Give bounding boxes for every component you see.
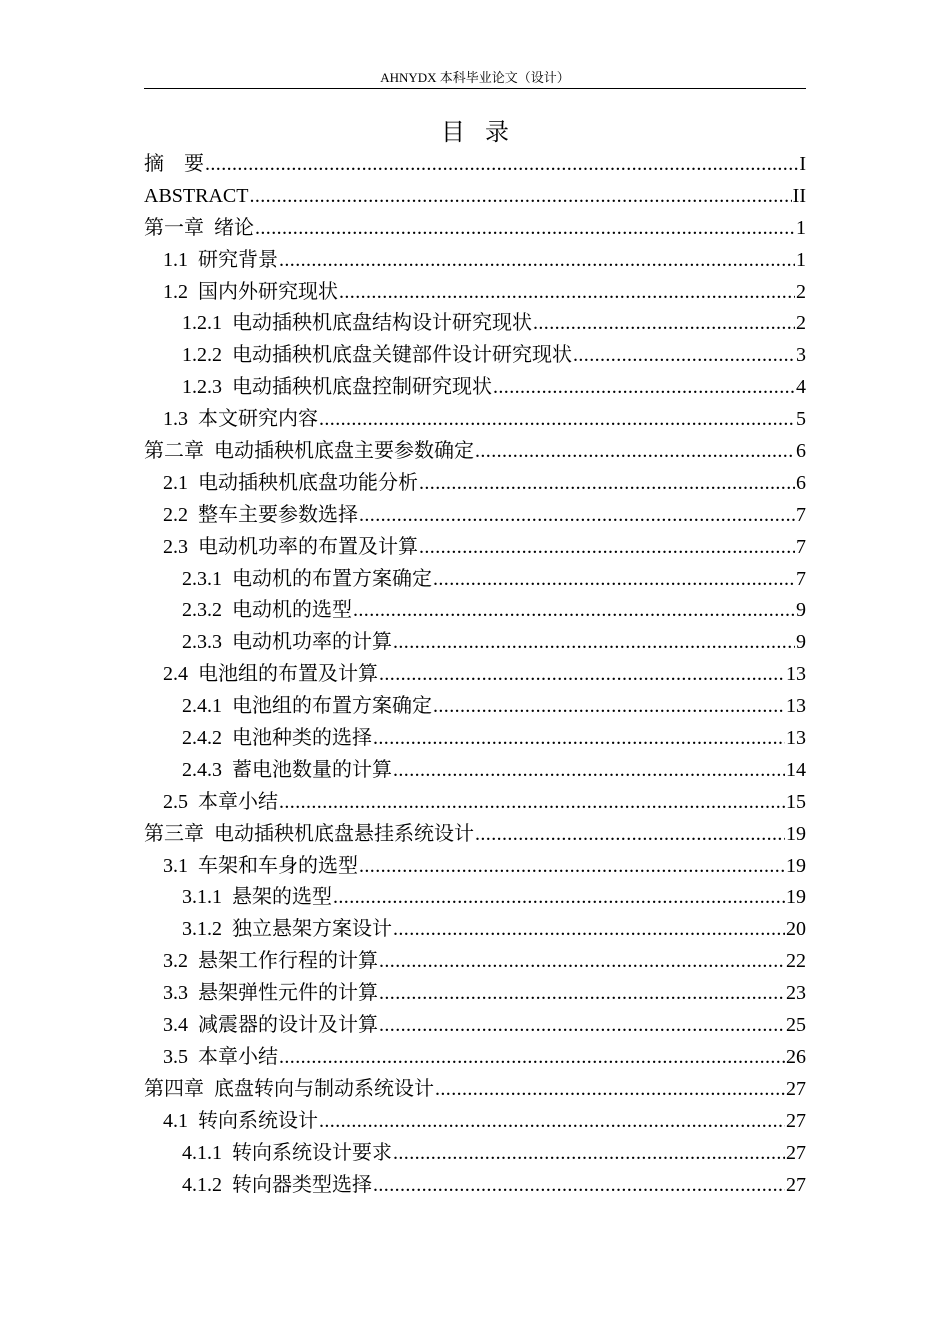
toc-entry-number: 2.3 xyxy=(163,535,188,558)
toc-page-number: II xyxy=(792,184,806,207)
toc-entry-label xyxy=(163,277,338,309)
toc-page-number: 22 xyxy=(786,950,806,973)
toc-dot-leader xyxy=(379,1010,785,1042)
toc-entry-number: 1.2.2 xyxy=(182,344,222,367)
toc-entry-label xyxy=(163,978,378,1010)
toc-entry-text: 转向器类型选择 xyxy=(232,1173,372,1196)
toc-entry[interactable] xyxy=(144,277,806,309)
toc-entry-label xyxy=(163,532,418,564)
toc-entry-label xyxy=(163,946,378,978)
page-header: AHNYDX 本科毕业论文（设计） xyxy=(380,70,570,85)
toc-entry[interactable] xyxy=(144,308,806,340)
toc-dot-leader xyxy=(359,851,785,883)
toc-entry-number: 2.3.2 xyxy=(182,599,222,622)
toc-page-number: 13 xyxy=(786,663,806,686)
toc-page-number: 26 xyxy=(786,1045,806,1068)
toc-entry[interactable] xyxy=(144,1170,806,1202)
toc-entry-label xyxy=(144,149,204,181)
toc-dot-leader xyxy=(379,946,785,978)
toc-entry-text: 本章小结 xyxy=(198,790,278,813)
toc-entry[interactable] xyxy=(144,595,806,627)
toc-entry[interactable] xyxy=(144,532,806,564)
toc-entry-label xyxy=(182,340,572,372)
toc-page-number: 25 xyxy=(786,1014,806,1037)
toc-entry-text: 电动插秧机底盘主要参数确定 xyxy=(214,440,474,463)
toc-entry-text: 本文研究内容 xyxy=(198,408,318,431)
toc-entry-label xyxy=(163,245,278,277)
toc-entry-number: 2.2 xyxy=(163,503,188,526)
toc-entry-number: 2.5 xyxy=(163,790,188,813)
toc-entry-text: 电动插秧机底盘功能分析 xyxy=(198,471,418,494)
toc-entry-text: 电池组的布置及计算 xyxy=(198,663,378,686)
toc-entry-label xyxy=(163,851,358,883)
toc-page-number: 27 xyxy=(786,1077,806,1100)
toc-dot-leader xyxy=(475,436,795,468)
toc-entry[interactable] xyxy=(144,1106,806,1138)
toc-entry-number: 3.5 xyxy=(163,1045,188,1068)
toc-entry-label xyxy=(182,914,392,946)
toc-page-number: 19 xyxy=(786,854,806,877)
toc-entry[interactable] xyxy=(144,755,806,787)
toc-page-number: 9 xyxy=(796,599,806,622)
toc-dot-leader xyxy=(475,819,785,851)
toc-entry-number: 4.1.1 xyxy=(182,1141,222,1164)
toc-entry-text: 蓄电池数量的计算 xyxy=(232,758,392,781)
toc-entry-text: 电动机的选型 xyxy=(232,599,352,622)
toc-entry-number: 2.4.1 xyxy=(182,695,222,718)
toc-page-number: 19 xyxy=(786,822,806,845)
toc-dot-leader xyxy=(493,372,795,404)
toc-dot-leader xyxy=(433,691,785,723)
toc-page-number: 7 xyxy=(796,503,806,526)
toc-page-number: 15 xyxy=(786,790,806,813)
toc-entry-label xyxy=(163,500,358,532)
toc-entry-label xyxy=(144,436,474,468)
toc-entry-text: ABSTRACT xyxy=(144,184,249,207)
toc-page-number: 2 xyxy=(796,280,806,303)
toc-entry-text: 整车主要参数选择 xyxy=(198,503,358,526)
toc-page-number: 5 xyxy=(796,408,806,431)
toc-entry-number: 1.2 xyxy=(163,280,188,303)
toc-dot-leader xyxy=(393,755,785,787)
toc-dot-leader xyxy=(249,181,791,213)
toc-page-number: I xyxy=(799,153,806,175)
toc-dot-leader xyxy=(379,659,785,691)
toc-dot-leader xyxy=(279,245,795,277)
toc-entry-label xyxy=(182,564,432,596)
toc-page-number: 27 xyxy=(786,1109,806,1132)
toc-title: 目录 xyxy=(441,120,529,146)
toc-entry-number: 2.3.1 xyxy=(182,567,222,590)
toc-page-number: 1 xyxy=(796,248,806,271)
toc-dot-leader xyxy=(573,340,795,372)
toc-entry-number: 1.2.3 xyxy=(182,376,222,399)
toc-entry-label xyxy=(182,1170,372,1202)
toc-entry-text: 国内外研究现状 xyxy=(198,280,338,303)
toc-entry-label xyxy=(144,213,254,245)
toc-entry-text: 研究背景 xyxy=(198,248,278,271)
toc-entry[interactable] xyxy=(144,372,806,404)
toc-dot-leader xyxy=(319,1106,785,1138)
toc-dot-leader xyxy=(435,1074,785,1106)
toc-entry[interactable] xyxy=(144,627,806,659)
toc-entry[interactable] xyxy=(144,564,806,596)
toc-page-number: 9 xyxy=(796,631,806,654)
toc-entry[interactable] xyxy=(144,1042,806,1074)
toc-dot-leader xyxy=(373,1170,785,1202)
toc-dot-leader xyxy=(373,723,785,755)
toc-entry-text: 摘 要 xyxy=(144,153,204,175)
toc-entry-text: 独立悬架方案设计 xyxy=(232,918,392,941)
toc-entry[interactable] xyxy=(144,1074,806,1106)
toc-entry-text: 电动机功率的布置及计算 xyxy=(198,535,418,558)
toc-entry-number: 1.3 xyxy=(163,408,188,431)
toc-entry[interactable] xyxy=(144,500,806,532)
toc-entry-text: 悬架弹性元件的计算 xyxy=(198,982,378,1005)
toc-entry[interactable] xyxy=(144,340,806,372)
toc-entry[interactable] xyxy=(144,1010,806,1042)
toc-entry-text: 电动插秧机底盘结构设计研究现状 xyxy=(232,312,532,335)
toc-dot-leader xyxy=(319,404,795,436)
toc-entry[interactable] xyxy=(144,978,806,1010)
toc-entry-label xyxy=(182,1138,392,1170)
toc-entry-label xyxy=(182,882,332,914)
toc-entry-number: 第四章 xyxy=(144,1077,204,1100)
toc-entry[interactable] xyxy=(144,851,806,883)
toc-entry-label xyxy=(182,595,352,627)
toc-entry-label xyxy=(163,787,278,819)
toc-entry[interactable] xyxy=(144,723,806,755)
toc-page-number: 2 xyxy=(796,312,806,335)
toc-page-number: 27 xyxy=(786,1173,806,1196)
toc-entry-number: 3.2 xyxy=(163,950,188,973)
toc-dot-leader xyxy=(393,627,795,659)
toc-entry-text: 电动插秧机底盘控制研究现状 xyxy=(232,376,492,399)
toc-entry-label xyxy=(163,1042,278,1074)
toc-entry-label xyxy=(163,468,418,500)
toc-entry-number: 4.1.2 xyxy=(182,1173,222,1196)
toc-entry-number: 3.1 xyxy=(163,854,188,877)
toc-page-number: 7 xyxy=(796,567,806,590)
toc-entry-label xyxy=(144,181,248,213)
toc-entry-text: 电动插秧机底盘悬挂系统设计 xyxy=(214,822,474,845)
toc-entry-text: 悬架工作行程的计算 xyxy=(198,950,378,973)
toc-entry-number: 3.3 xyxy=(163,982,188,1005)
toc-entry-number: 1.2.1 xyxy=(182,312,222,335)
toc-dot-leader xyxy=(359,500,795,532)
toc-entry-text: 转向系统设计要求 xyxy=(232,1141,392,1164)
toc-entry-text: 电池组的布置方案确定 xyxy=(232,695,432,718)
toc-dot-leader xyxy=(339,277,795,309)
toc-entry-label xyxy=(163,404,318,436)
toc-dot-leader xyxy=(419,532,795,564)
toc-entry-label xyxy=(144,1074,434,1106)
toc-entry[interactable] xyxy=(144,787,806,819)
toc-entry-label xyxy=(163,1106,318,1138)
toc-page-number: 4 xyxy=(796,376,806,399)
toc-entry-text: 悬架的选型 xyxy=(232,886,332,909)
toc-entry[interactable] xyxy=(144,691,806,723)
toc-entry-text: 本章小结 xyxy=(198,1045,278,1068)
toc-page-number: 7 xyxy=(796,535,806,558)
toc-entry[interactable] xyxy=(144,436,806,468)
toc-dot-leader xyxy=(379,978,785,1010)
toc-page-number: 14 xyxy=(786,758,806,781)
toc-entry-number: 第二章 xyxy=(144,440,204,463)
toc-dot-leader xyxy=(255,213,795,245)
toc-entry-number: 2.3.3 xyxy=(182,631,222,654)
toc-entry-label xyxy=(182,627,392,659)
toc-entry[interactable] xyxy=(144,468,806,500)
toc-entry-text: 转向系统设计 xyxy=(198,1109,318,1132)
toc-entry[interactable] xyxy=(144,819,806,851)
toc-entry[interactable] xyxy=(144,213,806,245)
toc-entry-number: 1.1 xyxy=(163,248,188,271)
toc-entry-label xyxy=(182,691,432,723)
toc-entry-text: 绪论 xyxy=(214,216,254,239)
toc-entry-text: 底盘转向与制动系统设计 xyxy=(214,1077,434,1100)
toc-entry-number: 2.4.2 xyxy=(182,727,222,750)
toc-entry[interactable] xyxy=(144,245,806,277)
toc-dot-leader xyxy=(353,595,795,627)
toc-dot-leader xyxy=(205,149,798,181)
toc-entry[interactable] xyxy=(144,149,806,181)
toc-page-number: 3 xyxy=(796,344,806,367)
toc-entry-text: 电动插秧机底盘关键部件设计研究现状 xyxy=(232,344,572,367)
header-rule xyxy=(144,88,806,89)
toc-entry-number: 3.1.2 xyxy=(182,918,222,941)
toc-dot-leader xyxy=(419,468,795,500)
toc-entry-text: 车架和车身的选型 xyxy=(198,854,358,877)
toc-entry[interactable] xyxy=(144,914,806,946)
toc-entry-number: 第一章 xyxy=(144,216,204,239)
toc-entry-label xyxy=(182,723,372,755)
toc-entry-text: 电池种类的选择 xyxy=(232,727,372,750)
toc-page-number: 13 xyxy=(786,695,806,718)
toc-entry-label xyxy=(182,372,492,404)
toc-entry-number: 第三章 xyxy=(144,822,204,845)
toc-entry[interactable] xyxy=(144,659,806,691)
toc-entry-text: 电动机功率的计算 xyxy=(232,631,392,654)
toc-dot-leader xyxy=(393,1138,785,1170)
toc-entry-label xyxy=(163,659,378,691)
toc-entry-label xyxy=(144,819,474,851)
toc-entry-number: 2.4 xyxy=(163,663,188,686)
toc-page-number: 6 xyxy=(796,440,806,463)
toc-entry-label xyxy=(182,755,392,787)
toc-dot-leader xyxy=(279,1042,785,1074)
toc-page-number: 20 xyxy=(786,918,806,941)
toc-entry-number: 3.1.1 xyxy=(182,886,222,909)
toc-entry-text: 减震器的设计及计算 xyxy=(198,1014,378,1037)
toc-entry-number: 3.4 xyxy=(163,1014,188,1037)
table-of-contents xyxy=(144,149,806,1201)
toc-entry[interactable] xyxy=(144,1138,806,1170)
toc-dot-leader xyxy=(433,564,795,596)
toc-entry-number: 2.1 xyxy=(163,471,188,494)
toc-entry[interactable] xyxy=(144,404,806,436)
toc-entry-number: 4.1 xyxy=(163,1109,188,1132)
toc-entry[interactable] xyxy=(144,181,806,213)
toc-dot-leader xyxy=(279,787,785,819)
toc-entry[interactable] xyxy=(144,882,806,914)
toc-page-number: 1 xyxy=(796,216,806,239)
toc-entry-label xyxy=(182,308,532,340)
toc-page-number: 13 xyxy=(786,727,806,750)
toc-dot-leader xyxy=(533,308,795,340)
toc-entry-number: 2.4.3 xyxy=(182,758,222,781)
toc-entry[interactable] xyxy=(144,946,806,978)
toc-entry-label xyxy=(163,1010,378,1042)
toc-page-number: 23 xyxy=(786,982,806,1005)
toc-page-number: 27 xyxy=(786,1141,806,1164)
toc-page-number: 19 xyxy=(786,886,806,909)
toc-entry-text: 电动机的布置方案确定 xyxy=(232,567,432,590)
toc-page-number: 6 xyxy=(796,471,806,494)
toc-dot-leader xyxy=(333,882,785,914)
toc-dot-leader xyxy=(393,914,785,946)
